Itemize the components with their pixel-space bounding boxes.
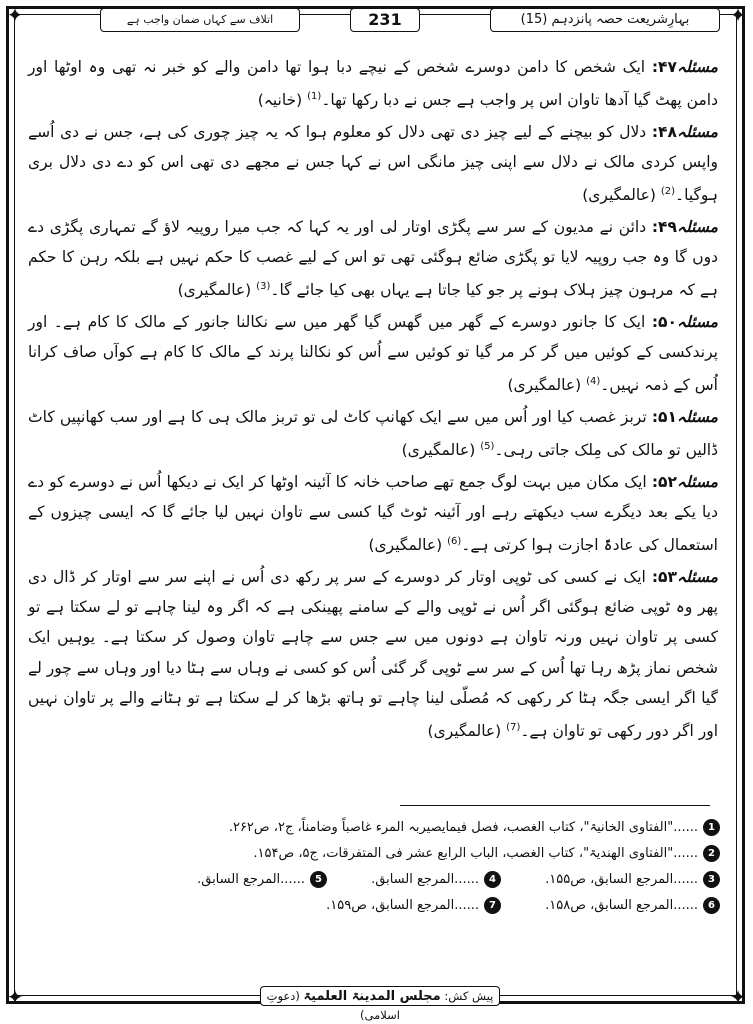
footnote-text: ......المرجع السابق، ص۱۵۵. <box>545 872 698 887</box>
masala-number: ۴۸: <box>651 122 677 141</box>
footnote-text: ......"الفتاوی الخانیۃ"، کتاب الغصب، فصل فیمایصیربہ المرء غاصباً وضامناً، ج۲، ص۲۶۲. <box>228 820 698 835</box>
corner-ornament-icon: ✦ <box>6 3 24 27</box>
masala-label: مسئلہ <box>676 312 718 331</box>
masala-number: ۵۲: <box>651 472 677 491</box>
footnote-item <box>545 867 720 893</box>
source-citation: (عالمگیری) <box>507 376 582 395</box>
masala-paragraph <box>28 52 718 116</box>
footnote-row <box>30 815 720 841</box>
footnote-number: 6 <box>703 897 720 914</box>
masala-text: دلال کو بیچنے کے لیے چیز دی تھی دلال کو معلوم ہوا کہ یہ چیز چوری کی ہے، جس نے دی اُسے واپس کردی مالک نے دلال سے اپنی چیز مانگی اس نے کہا جس نے مجھے دی تھی اس کو دے دی دلال بری ہوگیا۔ <box>28 122 718 205</box>
footnote-text: ......المرجع السابق. <box>371 872 479 887</box>
masala-label: مسئلہ <box>676 407 718 426</box>
page-footer <box>260 986 500 1022</box>
masala-paragraph <box>28 117 718 211</box>
footnote-item <box>545 893 720 919</box>
footer-publisher: مجلس المدینۃ العلمیۃ <box>303 989 441 1004</box>
masala-number: ۴۹: <box>651 217 677 236</box>
footnote-text: ......"الفتاوی الھندیۃ"، کتاب الغصب، الباب الرابع عشر فی المتفرقات، ج۵، ص۱۵۴. <box>253 846 698 861</box>
footnote-ref[interactable]: (4) <box>586 376 601 388</box>
book-title: بہارِشریعت حصہ پانزدہم (15) <box>490 8 720 32</box>
footer-presenter: پیش کش: <box>444 989 494 1003</box>
masala-label: مسئلہ <box>676 58 718 76</box>
masala-text: ایک شخص کا دامن دوسرے شخص کے نیچے دبا ہوا تھا دامن والے کو خبر نہ تھی وہ اوٹھا اور دامن پھٹ گیا آدھا تاوان اس پر واجب ہے جس نے دبا رکھا تھا۔ <box>28 58 718 110</box>
source-citation: (عالمگیری) <box>401 441 476 460</box>
masala-text: دائن نے مدیون کے سر سے پگڑی اوتار لی اور یہ کہا کہ جب میرا روپیہ لاؤ گے تمہاری پگڑی دے دوں گا وہ جب روپیہ لایا تو پگڑی ضائع ہوگئی تھی تو اس کے لیے غصب کا حکم نہیں ہے بلکہ رہن کا حکم ہے کہ مرہون چیز ہلاک ہونے پر جو کیا جاتا ہے یہاں بھی کیا جائے گا۔ <box>28 217 718 300</box>
footnote-ref[interactable]: (7) <box>506 722 521 734</box>
footnote-ref[interactable]: (6) <box>447 536 462 548</box>
masala-number: ۵۰: <box>651 312 677 331</box>
masala-text: ایک نے کسی کی ٹوپی اوتار کر دوسرے کے سر پر رکھ دی اُس نے اپنے سر سے اوتار کر ڈال دی پھر وہ ٹوپی ضائع ہوگئی اگر اُس نے ٹوپی والے کے سامنے پھینکی ہے کہ اگر وہ لینا چاہے تو لے سکتا ہے تو کسی پر تاوان نہیں ورنہ تاوان ہے دونوں میں سے جس سے چاہے تاوان وصول کر سکتا ہے۔ یوہیں ایک شخص نماز پڑھ رہا تھا اُس کے سر سے ٹوپی گر گئی اُس کو کسی نے وہاں سے ہٹا دیا اور وہاں سے چور لے گیا اگر ایسی جگہ ہٹا کر رکھی کہ مُصلّی لینا چاہے تو ہاتھ بڑھا کر لے سکتا ہے تو ہٹانے والے پر تاوان نہیں اور اگر دور رکھی تو تاوان ہے۔ <box>28 567 718 741</box>
footnote-item <box>229 815 720 841</box>
footnote-separator <box>400 805 710 806</box>
masala-paragraph <box>28 212 718 306</box>
footnote-item <box>253 841 720 867</box>
source-citation: (عالمگیری) <box>427 722 502 741</box>
source-citation: (عالمگیری) <box>177 281 252 300</box>
source-citation: (خانیہ) <box>257 91 303 110</box>
footnote-text: ......المرجع السابق. <box>197 872 305 887</box>
corner-ornament-icon: ✦ <box>729 985 747 1009</box>
masala-paragraph <box>28 562 718 747</box>
footer-org: (دعوتِ اسلامی) <box>266 989 400 1022</box>
footnote-item <box>197 867 327 893</box>
footnote-ref[interactable]: (5) <box>480 441 495 453</box>
masala-label: مسئلہ <box>676 122 718 141</box>
footnote-number: 2 <box>703 845 720 862</box>
source-citation: (عالمگیری) <box>368 536 443 555</box>
footnotes <box>30 815 720 919</box>
masala-paragraph <box>28 307 718 401</box>
footnote-number: 1 <box>703 819 720 836</box>
footnote-text: ......المرجع السابق، ص۱۵۸. <box>545 898 698 913</box>
footnote-number: 5 <box>310 871 327 888</box>
main-text <box>28 52 718 748</box>
footnote-row <box>30 893 720 919</box>
section-title: اتلاف سے کہاں ضمان واجب ہے <box>100 8 300 32</box>
footnote-item <box>371 867 501 893</box>
corner-ornament-icon: ✦ <box>6 985 24 1009</box>
masala-paragraph <box>28 402 718 466</box>
masala-number: ۴۷: <box>651 58 677 76</box>
masala-label: مسئلہ <box>676 472 718 491</box>
source-citation: (عالمگیری) <box>582 186 656 205</box>
page-number: 231 <box>350 8 420 32</box>
masala-label: مسئلہ <box>676 217 718 236</box>
footnote-text: ......المرجع السابق، ص۱۵۹. <box>326 898 479 913</box>
masala-number: ۵۳: <box>651 567 677 586</box>
footnote-row <box>30 841 720 867</box>
footnote-ref[interactable]: (3) <box>256 281 271 293</box>
footnote-ref[interactable]: (2) <box>660 186 676 198</box>
footnote-ref[interactable]: (1) <box>307 91 322 103</box>
masala-label: مسئلہ <box>676 567 718 586</box>
masala-text: ایک مکان میں بہت لوگ جمع تھے صاحب خانہ کا آئینہ اوٹھا کر ایک نے دیکھا اُس نے دوسرے کو دے دیا یکے بعد دیگرے سب دیکھتے رہے اور آئینہ ٹوٹ گیا کسی سے تاوان نہیں لیا جائے گا کہ ایسی چیزوں کے استعمال کی عادۃً اجازت ہوا کرتی ہے۔ <box>28 472 718 555</box>
page-header <box>20 8 733 34</box>
footnote-number: 3 <box>703 871 720 888</box>
corner-ornament-icon: ✦ <box>729 3 747 27</box>
footnote-row <box>30 867 720 893</box>
footnote-number: 7 <box>484 897 501 914</box>
masala-text: ایک کا جانور دوسرے کے گھر میں گھس گیا گھر میں سے نکالنا جانور کے مالک کا کام ہے۔ اور پرندکسی کے کوئیں میں گر کر مر گیا تو کوئیں سے اُس کو نکالنا پرند کے مالک کا کام ہے کوآں صاف کرانا اُس کے ذمہ نہیں۔ <box>28 312 718 395</box>
masala-number: ۵۱: <box>651 407 677 426</box>
masala-text: تربز غصب کیا اور اُس میں سے ایک کھانپ کاٹ لی تو تربز مالک ہی کا ہے اور سب کھانپیں کاٹ ڈالیں تو مالک کی مِلک جاتی رہی۔ <box>28 407 718 460</box>
footnote-number: 4 <box>484 871 501 888</box>
footnote-item <box>326 893 501 919</box>
masala-paragraph <box>28 467 718 561</box>
